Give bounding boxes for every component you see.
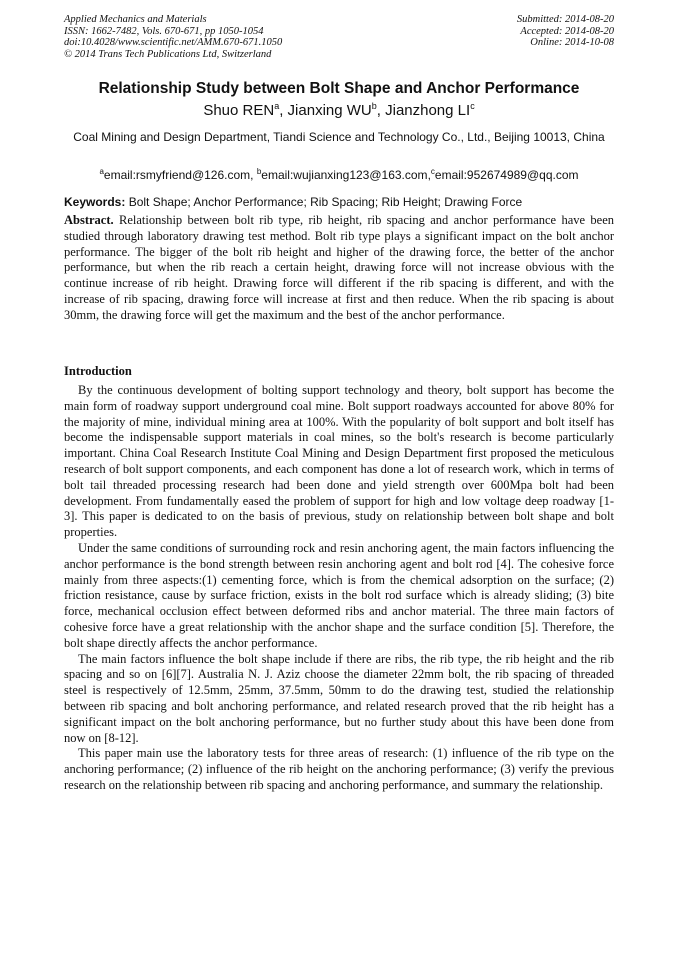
paper-title: Relationship Study between Bolt Shape and Anchor Performance xyxy=(98,80,580,97)
author-affil-mark: c xyxy=(470,101,475,111)
author-name: Jianxing WU xyxy=(287,102,372,119)
author-name: Shuo REN xyxy=(203,102,275,119)
paragraph: Under the same conditions of surrounding rock and resin anchoring agent, the main factors influencing the anchor performance is the bond strength between resin anchoring agent and bolt rod [4]. The cohesive force mainly from three aspects:(1) cementing force, which is from the chemical adsorption on the surface; (2) friction resistance, cause by surface friction, exists in the bolt rod surface which is already sliding; (3) bite force, mechanical occlusion effect between deformed ribs and anchor material. The three main factors of cohesive force have a great relationship with the anchor shape and the surface condition [5]. Therefore, the bolt shape directly affects the anchor performance. xyxy=(64,540,614,650)
email-address: email:wujianxing123@163.com xyxy=(261,168,428,182)
author-list xyxy=(64,101,614,119)
accepted-date: Accepted: 2014-08-20 xyxy=(520,25,614,37)
issn-line: ISSN: 1662-7482, Vols. 670-671, pp 1050-1054 xyxy=(64,25,264,37)
email-address: email:rsmyfriend@126.com xyxy=(103,168,251,182)
online-date: Online: 2014-10-08 xyxy=(530,37,614,48)
keywords-text: Bolt Shape; Anchor Performance; Rib Spacing; Rib Height; Drawing Force xyxy=(125,195,523,209)
affiliation: Coal Mining and Design Department, Tiandi Science and Technology Co., Ltd., Beijing 10013, China xyxy=(73,130,605,144)
masthead xyxy=(64,14,614,60)
email-address: email:952674989@qq.com xyxy=(434,168,579,182)
keywords-label: Keywords: xyxy=(64,195,126,209)
author-separator: , xyxy=(376,102,386,119)
section-heading-introduction: Introduction xyxy=(64,364,132,378)
email-mark: b xyxy=(256,167,262,176)
email-list xyxy=(64,167,614,182)
email-mark: c xyxy=(430,167,435,176)
author-separator: , xyxy=(279,102,288,119)
copyright-line: © 2014 Trans Tech Publications Ltd, Switzerland xyxy=(64,48,272,60)
email-separator: , xyxy=(427,168,431,182)
abstract-label: Abstract. xyxy=(64,213,114,227)
abstract-text: Relationship between bolt rib type, rib height, rib spacing and anchor performance have been studied through laboratory drawing test method. Bolt rib type plays a significant impact on the bolt anchor performance. The bigger of the bolt rib height and higher of the drawing force, the better of the anchor performance, but when the rib reach a certain height, drawing force will not increase obvious with the continue increase of rib height. Drawing force will different if the rib spacing is different, and with the increase of rib spacing, drawing force will increase at first and then reduce. When the rib spacing is about 30mm, the drawing force will get the maximum and the best of the anchor performance. xyxy=(64,213,614,322)
journal-info xyxy=(64,14,282,60)
doi-line: doi:10.4028/www.scientific.net/AMM.670-671.1050 xyxy=(64,37,283,48)
paragraph: This paper main use the laboratory tests for three areas of research: (1) influence of the rib type on the anchoring performance; (2) influence of the rib height on the anchoring performance; (3) verify the previous research on the relationship between rib spacing and anchoring performance, and summary the relationship. xyxy=(64,746,614,792)
author-name: Jianzhong LI xyxy=(385,102,471,119)
paragraph: By the continuous development of bolting support technology and theory, bolt support has become the main form of roadway support underground coal mine. Bolt support roadways accounted for above 80% for the majority of mine, individual mining area at 100%. With the popularity of bolt support and bolt itself has become the indispensable support materials in coal mines, so the bolt's research is become particularly important. China Coal Research Institute Coal Mining and Design Department first proposed the meticulous research of bolt support components, and each component has done a lot of research work, which in terms of bolt tail threaded processing research had been done and yield strength over 600Mpa bolt had been development. From fundamentally eased the problem of support for high and low voltage deep roadway [1-3]. This paper is dedicated to on the basis of previous, study on relationship between bolt shape and bolt properties. xyxy=(64,383,614,540)
paragraph: The main factors influence the bolt shape include if there are ribs, the rib type, the rib height and the rib spacing and so on [6][7]. Australia N. J. Aziz choose the diameter 22mm bolt, the rib spacing of threaded steel is respectively of 12.5mm, 25mm, 37.5mm, 50mm to do the drawing test, studied the relationship between rib spacing and bolt anchoring performance, and related research proved that the rib height has a significant impact on the bolt anchoring performance, but no further study about this have been done from now on [8-12]. xyxy=(64,651,614,745)
journal-name: Applied Mechanics and Materials xyxy=(64,14,207,25)
abstract xyxy=(64,213,614,324)
email-mark: a xyxy=(99,167,104,176)
date-info xyxy=(517,14,614,60)
author-affil-mark: b xyxy=(371,101,377,111)
author-affil-mark: a xyxy=(274,101,280,111)
submitted-date: Submitted: 2014-08-20 xyxy=(516,14,614,25)
email-separator: , xyxy=(250,168,257,182)
introduction-body xyxy=(64,383,614,794)
keywords xyxy=(64,195,614,209)
